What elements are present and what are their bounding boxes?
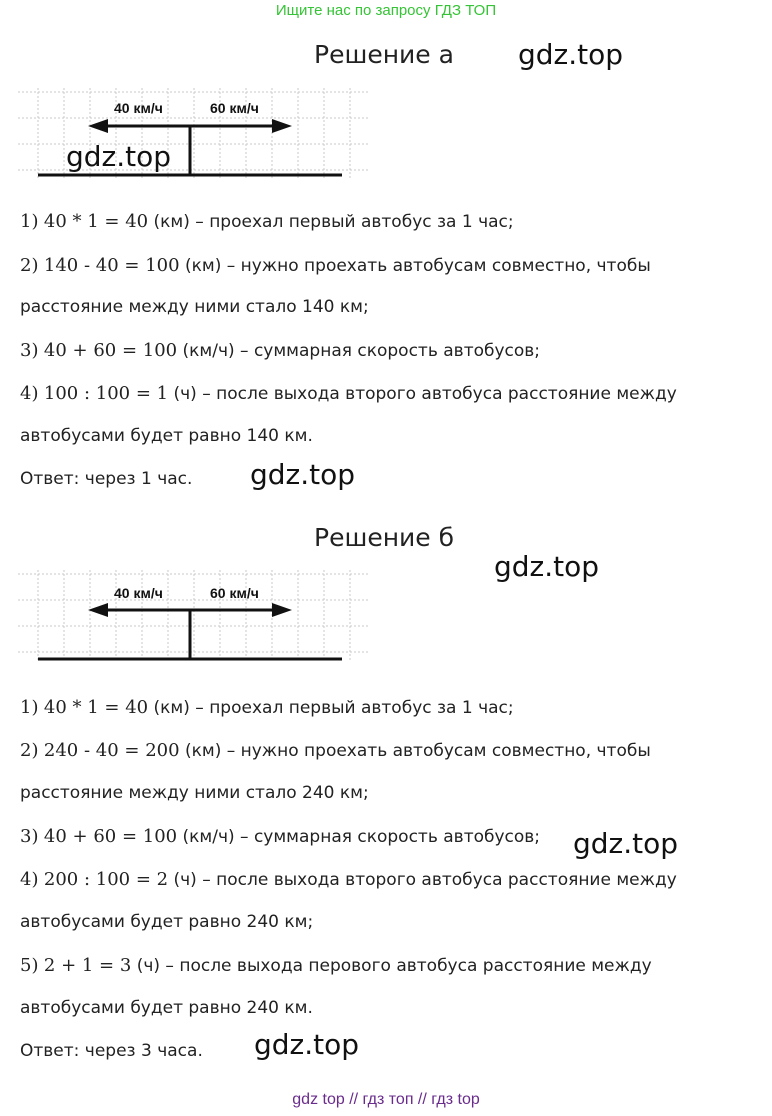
right-speed-label: 60 км/ч bbox=[210, 100, 259, 116]
right-speed-label: 60 км/ч bbox=[210, 585, 259, 601]
watermark: gdz.top bbox=[66, 140, 172, 173]
step-line: 3) 40 + 60 = 100 (км/ч) – суммарная скорость автобусов; bbox=[20, 340, 541, 361]
step-line: автобусами будет равно 240 км; bbox=[20, 912, 314, 932]
step-line: автобусами будет равно 240 км. bbox=[20, 998, 313, 1018]
footer-links[interactable]: gdz top // гдз топ // гдз top bbox=[292, 1091, 480, 1108]
watermark: gdz.top bbox=[250, 458, 356, 491]
watermark: gdz.top bbox=[518, 38, 624, 71]
step-line: 4) 100 : 100 = 1 (ч) – после выхода второго автобуса расстояние между bbox=[20, 383, 677, 404]
left-arrow-icon bbox=[88, 119, 108, 133]
step-line: расстояние между ними стало 240 км; bbox=[20, 783, 369, 803]
watermark: gdz.top bbox=[254, 1028, 360, 1061]
step-line: 2) 140 - 40 = 100 (км) – нужно проехать автобусам совместно, чтобы bbox=[20, 255, 651, 276]
diagram-b bbox=[18, 570, 370, 662]
step-line: автобусами будет равно 140 км. bbox=[20, 426, 313, 446]
watermark: gdz.top bbox=[494, 550, 600, 583]
left-speed-label: 40 км/ч bbox=[114, 585, 163, 601]
step-line: расстояние между ними стало 140 км; bbox=[20, 297, 369, 317]
left-arrow-icon bbox=[88, 603, 108, 617]
step-line: 3) 40 + 60 = 100 (км/ч) – суммарная скорость автобусов; bbox=[20, 826, 541, 847]
right-arrow-icon bbox=[272, 603, 292, 617]
left-speed-label: 40 км/ч bbox=[114, 100, 163, 116]
step-line: 1) 40 * 1 = 40 (км) – проехал первый автобус за 1 час; bbox=[20, 697, 514, 718]
step-line: 5) 2 + 1 = 3 (ч) – после выхода перового автобуса расстояние между bbox=[20, 955, 652, 976]
right-arrow-icon bbox=[272, 119, 292, 133]
step-line: 2) 240 - 40 = 200 (км) – нужно проехать автобусам совместно, чтобы bbox=[20, 740, 651, 761]
step-line: 1) 40 * 1 = 40 (км) – проехал первый автобус за 1 час; bbox=[20, 211, 514, 232]
answer-a: Ответ: через 1 час. bbox=[20, 469, 193, 489]
solution-b-title: Решение б bbox=[314, 523, 455, 552]
solution-a-title: Решение а bbox=[314, 40, 454, 69]
step-line: 4) 200 : 100 = 2 (ч) – после выхода второго автобуса расстояние между bbox=[20, 869, 677, 890]
watermark: gdz.top bbox=[573, 827, 679, 860]
search-banner[interactable]: Ищите нас по запросу ГДЗ ТОП bbox=[275, 2, 497, 19]
grid bbox=[18, 570, 370, 662]
answer-b: Ответ: через 3 часа. bbox=[20, 1041, 203, 1061]
